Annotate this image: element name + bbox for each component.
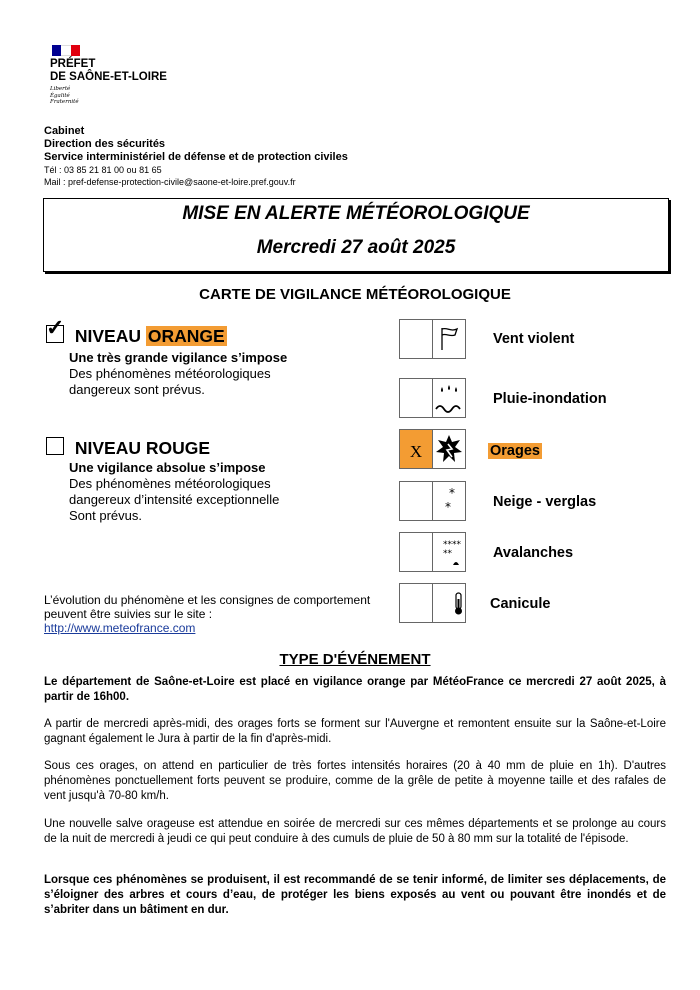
svg-text:*: * bbox=[445, 500, 451, 514]
checkmark-icon: ✓ bbox=[46, 315, 65, 340]
paragraph-2: A partir de mercredi après-midi, des orages forts se forment sur l'Auvergne et remontent ensuite sur la Saône-et-Loire gagnant également le Jura à partir de la fin d'après-midi. bbox=[44, 718, 666, 745]
prefet-line1: PRÉFET bbox=[50, 58, 96, 70]
pluie-check-cell bbox=[399, 378, 433, 418]
rouge-checkbox bbox=[46, 437, 64, 455]
avalanche-icon bbox=[432, 532, 466, 572]
orange-sub-line2: dangereux sont prévus. bbox=[69, 382, 205, 397]
evolution-line1: L’évolution du phénomène et les consignes de comportement bbox=[44, 593, 371, 607]
rain-flood-icon bbox=[432, 378, 466, 418]
evolution-line2: peuvent être suivies sur le site : bbox=[44, 607, 213, 621]
alert-date: Mercredi 27 août 2025 bbox=[256, 237, 456, 258]
direction-label: Direction des sécurités bbox=[44, 138, 166, 150]
paragraph-1: Le département de Saône-et-Loire est placé en vigilance orange par MétéoFrance ce mercredi 27 août 2025, à partir de 16h00. bbox=[44, 676, 666, 703]
cabinet-label: Cabinet bbox=[44, 125, 85, 137]
marianne-flag-logo bbox=[52, 45, 80, 56]
prefet-line2: DE SAÔNE-ET-LOIRE bbox=[50, 71, 167, 83]
svg-text:*: * bbox=[449, 486, 455, 500]
avalanche-check-cell bbox=[399, 532, 433, 572]
rouge-description bbox=[69, 460, 279, 524]
alert-title-box bbox=[43, 198, 669, 272]
thermometer-icon bbox=[432, 583, 466, 623]
svg-text:****: **** bbox=[443, 540, 461, 550]
canicule-check-cell bbox=[399, 583, 433, 623]
contact-block bbox=[44, 125, 348, 188]
neige-check-cell bbox=[399, 481, 433, 521]
snowflake-icon bbox=[432, 481, 466, 521]
rouge-sub-line3: Sont prévus. bbox=[69, 508, 142, 523]
type-evenement-text: TYPE D'ÉVÉNEMENT bbox=[279, 651, 431, 668]
service-label: Service interministériel de défense et de protection civiles bbox=[44, 151, 348, 163]
phone-text: Tél : 03 85 21 81 00 ou 81 65 bbox=[44, 165, 162, 175]
paragraph-4: Une nouvelle salve orageuse est attendue en soirée de mercredi sur ces mêmes départements et se prolonge au cours de la nuit de mercredi à jeudi ce qui peut conduire à des cumuls de pluie de 50 à 80 mm sur la totalité de l'épisode. bbox=[44, 818, 666, 845]
phen-avalanches: Avalanches bbox=[493, 545, 574, 561]
motto-liberte: Liberté bbox=[50, 86, 71, 92]
level-rouge-prefix: NIVEAU bbox=[74, 438, 141, 458]
orages-check-cell: X bbox=[399, 429, 433, 469]
rouge-sub-line2: dangereux d’intensité exceptionnelle bbox=[69, 492, 280, 507]
phen-orages: Orages bbox=[490, 443, 540, 459]
level-rouge bbox=[46, 437, 210, 459]
rouge-sub-bold: Une vigilance absolue s’impose bbox=[69, 460, 266, 475]
republic-motto bbox=[50, 86, 79, 106]
motto-egalite: Égalité bbox=[50, 92, 70, 99]
rouge-sub-line1: Des phénomènes météorologiques bbox=[69, 476, 271, 491]
orange-checkbox bbox=[46, 315, 65, 343]
phen-pluie: Pluie-inondation bbox=[493, 391, 607, 407]
phen-canicule: Canicule bbox=[490, 596, 551, 612]
carte-vigilance-title: CARTE DE VIGILANCE MÉTÉOROLOGIQUE bbox=[199, 286, 511, 303]
vent-check-cell bbox=[399, 319, 433, 359]
level-orange-color: ORANGE bbox=[147, 326, 225, 346]
phen-neige: Neige - verglas bbox=[493, 494, 597, 510]
mail-text: Mail : pref-defense-protection-civile@saone-et-loire.pref.gouv.fr bbox=[44, 177, 296, 187]
wind-flag-icon bbox=[432, 319, 466, 359]
alert-title: MISE EN ALERTE MÉTÉOROLOGIQUE bbox=[182, 203, 530, 224]
orange-description bbox=[69, 350, 287, 398]
level-rouge-color: ROUGE bbox=[145, 438, 211, 458]
motto-fraternite: Fraternité bbox=[50, 99, 79, 105]
type-evenement-title bbox=[0, 651, 700, 668]
paragraph-5: Lorsque ces phénomènes se produisent, il est recommandé de se tenir informé, de limiter ses déplacements, de s’éloigner des arbres et cours d’eau, de protéger les biens exposés au vent ou pouvant être inondés et de s’abriter dans un bâtiment en dur. bbox=[44, 874, 666, 916]
level-orange-prefix: NIVEAU bbox=[74, 326, 141, 346]
storm-icon bbox=[432, 429, 466, 469]
orange-sub-bold: Une très grande vigilance s’impose bbox=[69, 350, 288, 365]
paragraph-3: Sous ces orages, on attend en particulier de très fortes intensités horaires (20 à 40 mm de pluie en 1h). D'autres phénomènes ponctuellement forts peuvent se produire, comme de la grêle de petite à moyenne taille et des rafales de vent jusqu'à 70-80 km/h. bbox=[44, 760, 666, 802]
evolution-info bbox=[44, 593, 370, 635]
svg-text:**: ** bbox=[443, 549, 452, 559]
prefecture-name bbox=[50, 58, 167, 84]
meteofrance-link[interactable]: http://www.meteofrance.com bbox=[44, 621, 196, 635]
orange-sub-line1: Des phénomènes météorologiques bbox=[69, 366, 271, 381]
level-orange bbox=[46, 315, 227, 347]
phen-vent: Vent violent bbox=[493, 331, 575, 347]
